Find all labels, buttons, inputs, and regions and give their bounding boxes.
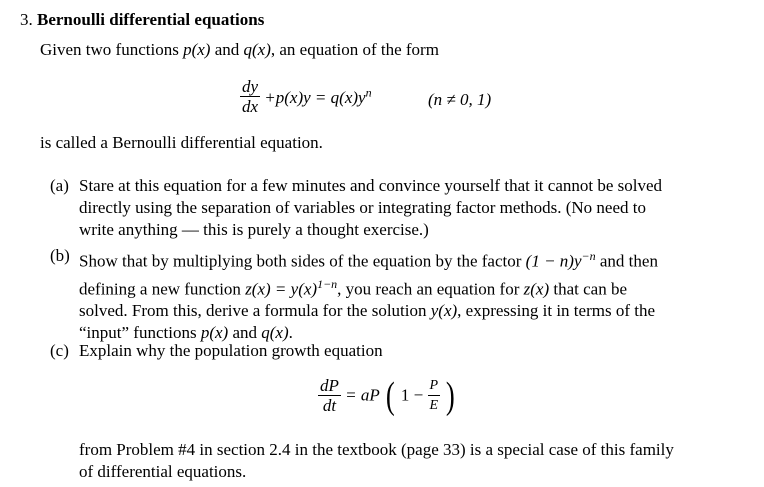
equation-rhs: $+p(x)y = q(x)y^n$ — [264, 85, 372, 107]
left-paren: ( — [385, 374, 395, 417]
part-b-label: (b) — [50, 246, 70, 265]
P-over-E-fraction: $\frac{P}{E}$ — [429, 378, 439, 413]
part-b-text: Show that by multiplying both sides of the equation by the factor $(1 - n)y^{-n}$ and then defining a new function $z(x) = y(x)^{1-n}$, you reach an equation for z(x) that can be solved. From this, derive a formula for the solution y(x), expressing it in terms of the “input” functions p(x) and q(x). — [79, 249, 658, 343]
bernoulli-equation — [240, 77, 372, 116]
part-c-conclusion: from Problem #4 in section 2.4 in the textbook (page 33) is a special case of this family of differential equations. — [79, 440, 674, 481]
dy-dx-fraction: $\frac{dy}{dx}$ — [242, 77, 259, 116]
population-equation: $\frac{dP}{dt}$ = aP ( 1 − $\frac{P}{E}$ ) — [320, 374, 456, 417]
intro-line: Given two functions p(x) and q(x), an equation of the form — [40, 40, 439, 59]
right-paren: ) — [446, 374, 456, 417]
problem-heading — [20, 10, 264, 30]
equation-condition: (n ≠ 0, 1) — [428, 90, 492, 109]
definition-sentence: is called a Bernoulli differential equation. — [40, 133, 323, 152]
part-c-label: (c) — [50, 341, 69, 360]
part-a-label: (a) — [50, 176, 69, 195]
part-c — [50, 340, 700, 362]
part-b — [50, 245, 700, 344]
part-a — [50, 175, 700, 241]
part-c-intro: Explain why the population growth equation — [79, 341, 383, 360]
problem-number: 3. — [20, 10, 33, 29]
problem-title: Bernoulli differential equations — [37, 10, 265, 29]
dP-dt-fraction: $\frac{dP}{dt}$ — [320, 376, 339, 415]
part-a-text: Stare at this equation for a few minutes and convince yourself that it cannot be solved directly using the separation of variables or integrating factor methods. (No need to write anything — this is purely a thought exercise.) — [79, 176, 663, 239]
